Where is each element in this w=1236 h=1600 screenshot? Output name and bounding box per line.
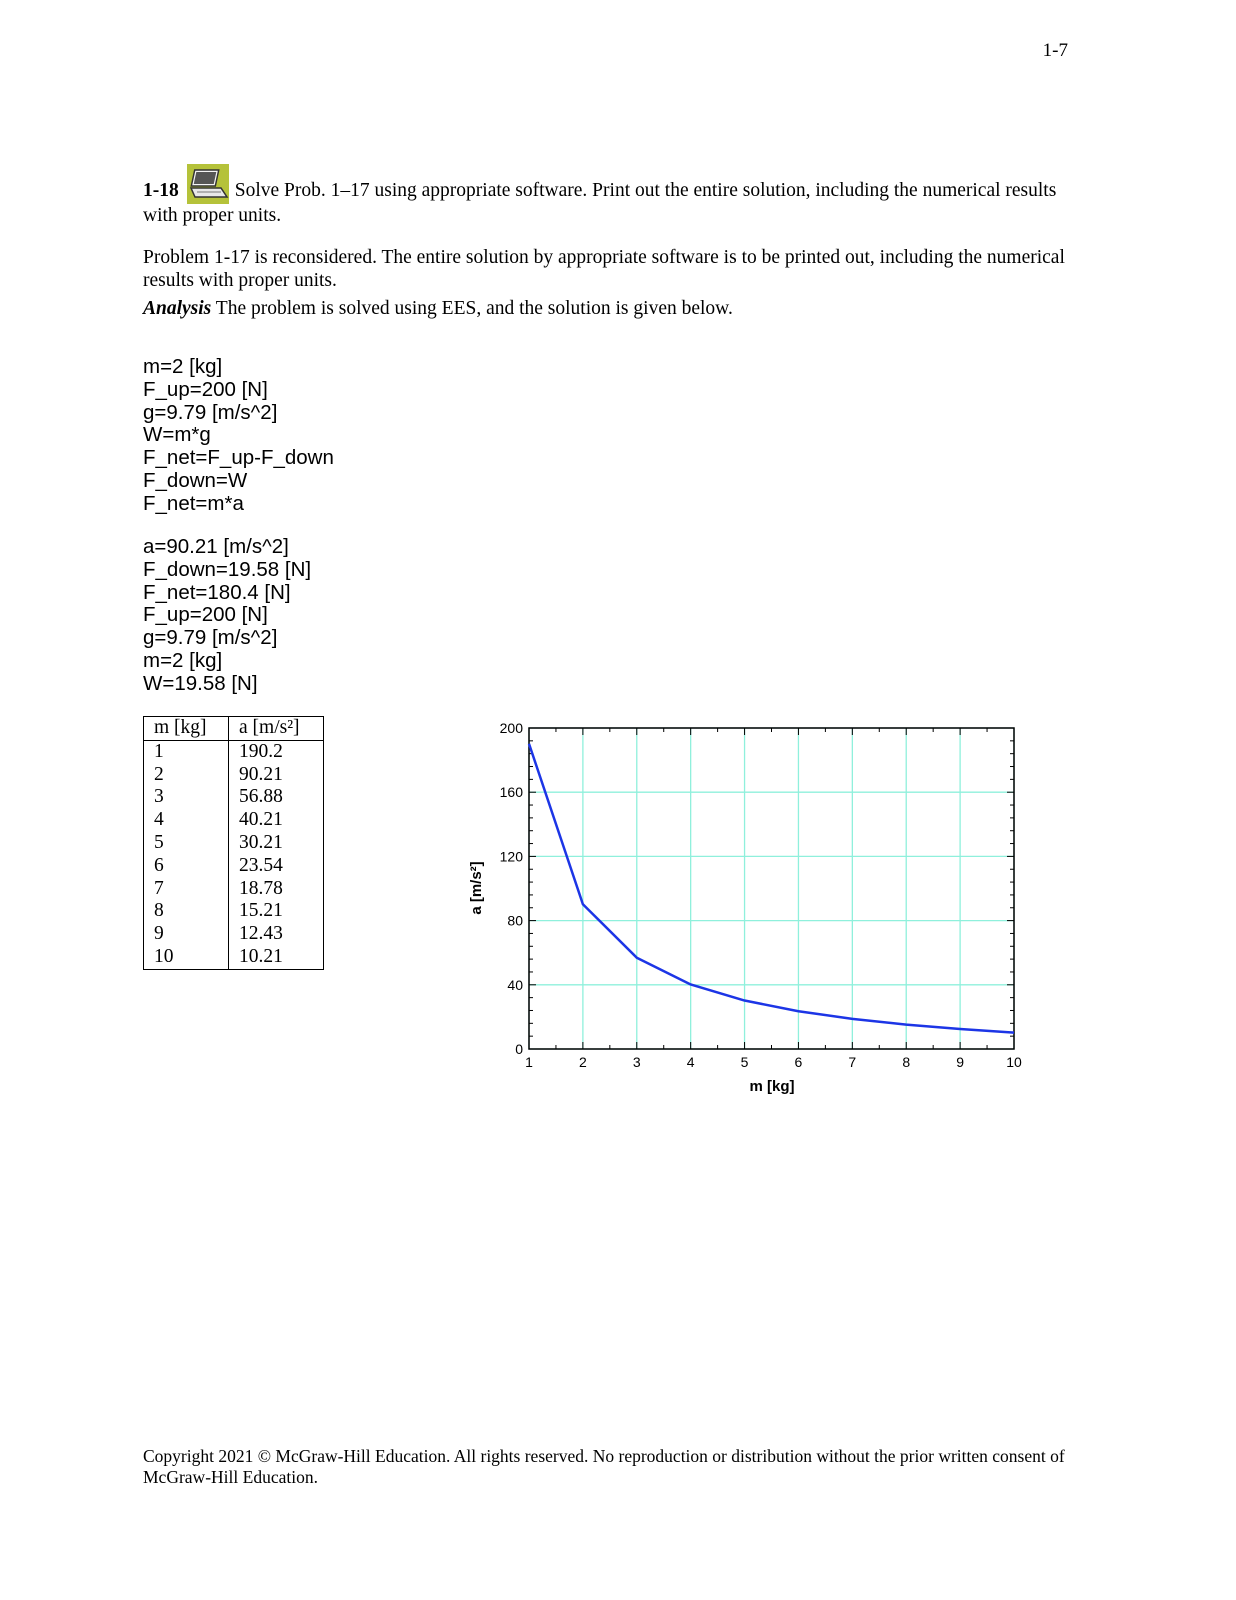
analysis-text: The problem is solved using EES, and the solution is given below. — [211, 298, 733, 319]
series-line — [529, 744, 1014, 1033]
table-cell-acceleration: 30.21 — [239, 831, 283, 853]
table-row — [144, 764, 324, 787]
table-cell-mass: 5 — [144, 832, 229, 855]
table-row — [144, 786, 324, 809]
y-tick-label: 40 — [507, 976, 523, 993]
result-line: m=2 [kg] — [143, 648, 223, 672]
x-tick-label: 3 — [632, 1054, 641, 1070]
table-row — [144, 923, 324, 946]
table-cell-mass: 6 — [144, 855, 229, 878]
equation-line: g=9.79 [m/s^2] — [143, 400, 278, 424]
x-tick-label: 9 — [956, 1054, 965, 1070]
analysis-paragraph — [143, 297, 1083, 320]
result-line: F_up=200 [N] — [143, 603, 268, 627]
intro-paragraph: Problem 1-17 is reconsidered. The entire solution by appropriate software is to be printed out, including the numerical results with proper units. — [143, 247, 1065, 291]
x-axis-label: m [kg] — [749, 1078, 795, 1095]
table-row — [144, 809, 324, 832]
table-cell-acceleration: 90.21 — [239, 763, 283, 785]
copyright-notice: Copyright 2021 © McGraw-Hill Education. All rights reserved. No reproduction or distribution without the prior written consent of McGraw-Hill Education. — [143, 1446, 1065, 1487]
table-cell-mass: 2 — [144, 764, 229, 787]
x-tick-label: 4 — [686, 1054, 695, 1070]
problem-statement — [143, 164, 1083, 227]
result-line: a=90.21 [m/s^2] — [143, 535, 289, 558]
table-cell-mass: 7 — [144, 878, 229, 901]
equation-line: m=2 [kg] — [143, 355, 223, 378]
table-cell-mass: 1 — [144, 740, 229, 763]
result-line: W=19.58 [N] — [143, 671, 258, 695]
table-header-mass: m [kg] — [144, 717, 229, 741]
table-cell-acceleration: 23.54 — [239, 854, 283, 876]
page-number: 1-7 — [1042, 40, 1068, 61]
result-line: F_down=19.58 [N] — [143, 557, 312, 581]
problem-number: 1-18 — [143, 180, 179, 201]
table-header-acceleration: a [m/s²] — [229, 717, 324, 741]
table-cell-acceleration: 10.21 — [239, 945, 283, 967]
y-tick-label: 200 — [499, 720, 523, 736]
table-row — [144, 855, 324, 878]
parametric-table — [143, 716, 324, 970]
table-row — [144, 900, 324, 923]
x-tick-label: 1 — [525, 1054, 533, 1070]
x-tick-label: 7 — [848, 1054, 857, 1070]
x-tick-label: 10 — [1006, 1054, 1022, 1070]
x-tick-label: 8 — [902, 1054, 911, 1070]
table-cell-acceleration: 18.78 — [239, 877, 283, 899]
laptop-software-icon — [187, 164, 229, 204]
equations-block — [143, 356, 334, 516]
result-line: g=9.79 [m/s^2] — [143, 626, 278, 650]
x-tick-label: 2 — [578, 1054, 587, 1070]
result-line: F_net=180.4 [N] — [143, 580, 291, 604]
table-row — [144, 832, 324, 855]
plot-frame — [529, 728, 1014, 1049]
equation-line: W=m*g — [143, 423, 211, 447]
table-row — [144, 740, 324, 763]
problem-text: Solve Prob. 1–17 using appropriate software. Print out the entire solution, including the numerical results with proper units. — [143, 180, 1057, 226]
table-cell-mass: 3 — [144, 786, 229, 809]
chart-grid — [529, 728, 1014, 1049]
y-axis-label: a [m/s²] — [468, 861, 485, 915]
table-cell-mass: 10 — [144, 946, 229, 969]
table-header-row — [144, 717, 324, 741]
y-tick-label: 0 — [515, 1041, 523, 1057]
equation-line: F_net=m*a — [143, 491, 244, 515]
y-tick-label: 120 — [499, 848, 523, 865]
y-tick-label: 160 — [499, 784, 523, 801]
table-cell-acceleration: 12.43 — [239, 923, 283, 945]
table-cell-acceleration: 15.21 — [239, 900, 283, 922]
equation-line: F_down=W — [143, 468, 248, 492]
table-cell-acceleration: 40.21 — [239, 809, 283, 831]
table-cell-acceleration: 56.88 — [239, 786, 283, 808]
table-cell-mass: 9 — [144, 923, 229, 946]
results-block — [143, 536, 311, 696]
acceleration-vs-mass-chart — [430, 710, 1040, 1110]
table-row — [144, 946, 324, 969]
table-cell-mass: 4 — [144, 809, 229, 832]
equation-line: F_net=F_up-F_down — [143, 446, 334, 470]
equation-line: F_up=200 [N] — [143, 377, 268, 401]
tick-labels — [500, 720, 1022, 1070]
analysis-label: Analysis — [143, 298, 212, 319]
x-tick-label: 5 — [740, 1054, 749, 1070]
x-tick-label: 6 — [794, 1054, 803, 1070]
table-cell-acceleration: 190.2 — [239, 740, 283, 762]
table-cell-mass: 8 — [144, 900, 229, 923]
table-row — [144, 878, 324, 901]
axis-ticks — [529, 728, 1014, 1049]
y-tick-label: 80 — [507, 912, 523, 929]
